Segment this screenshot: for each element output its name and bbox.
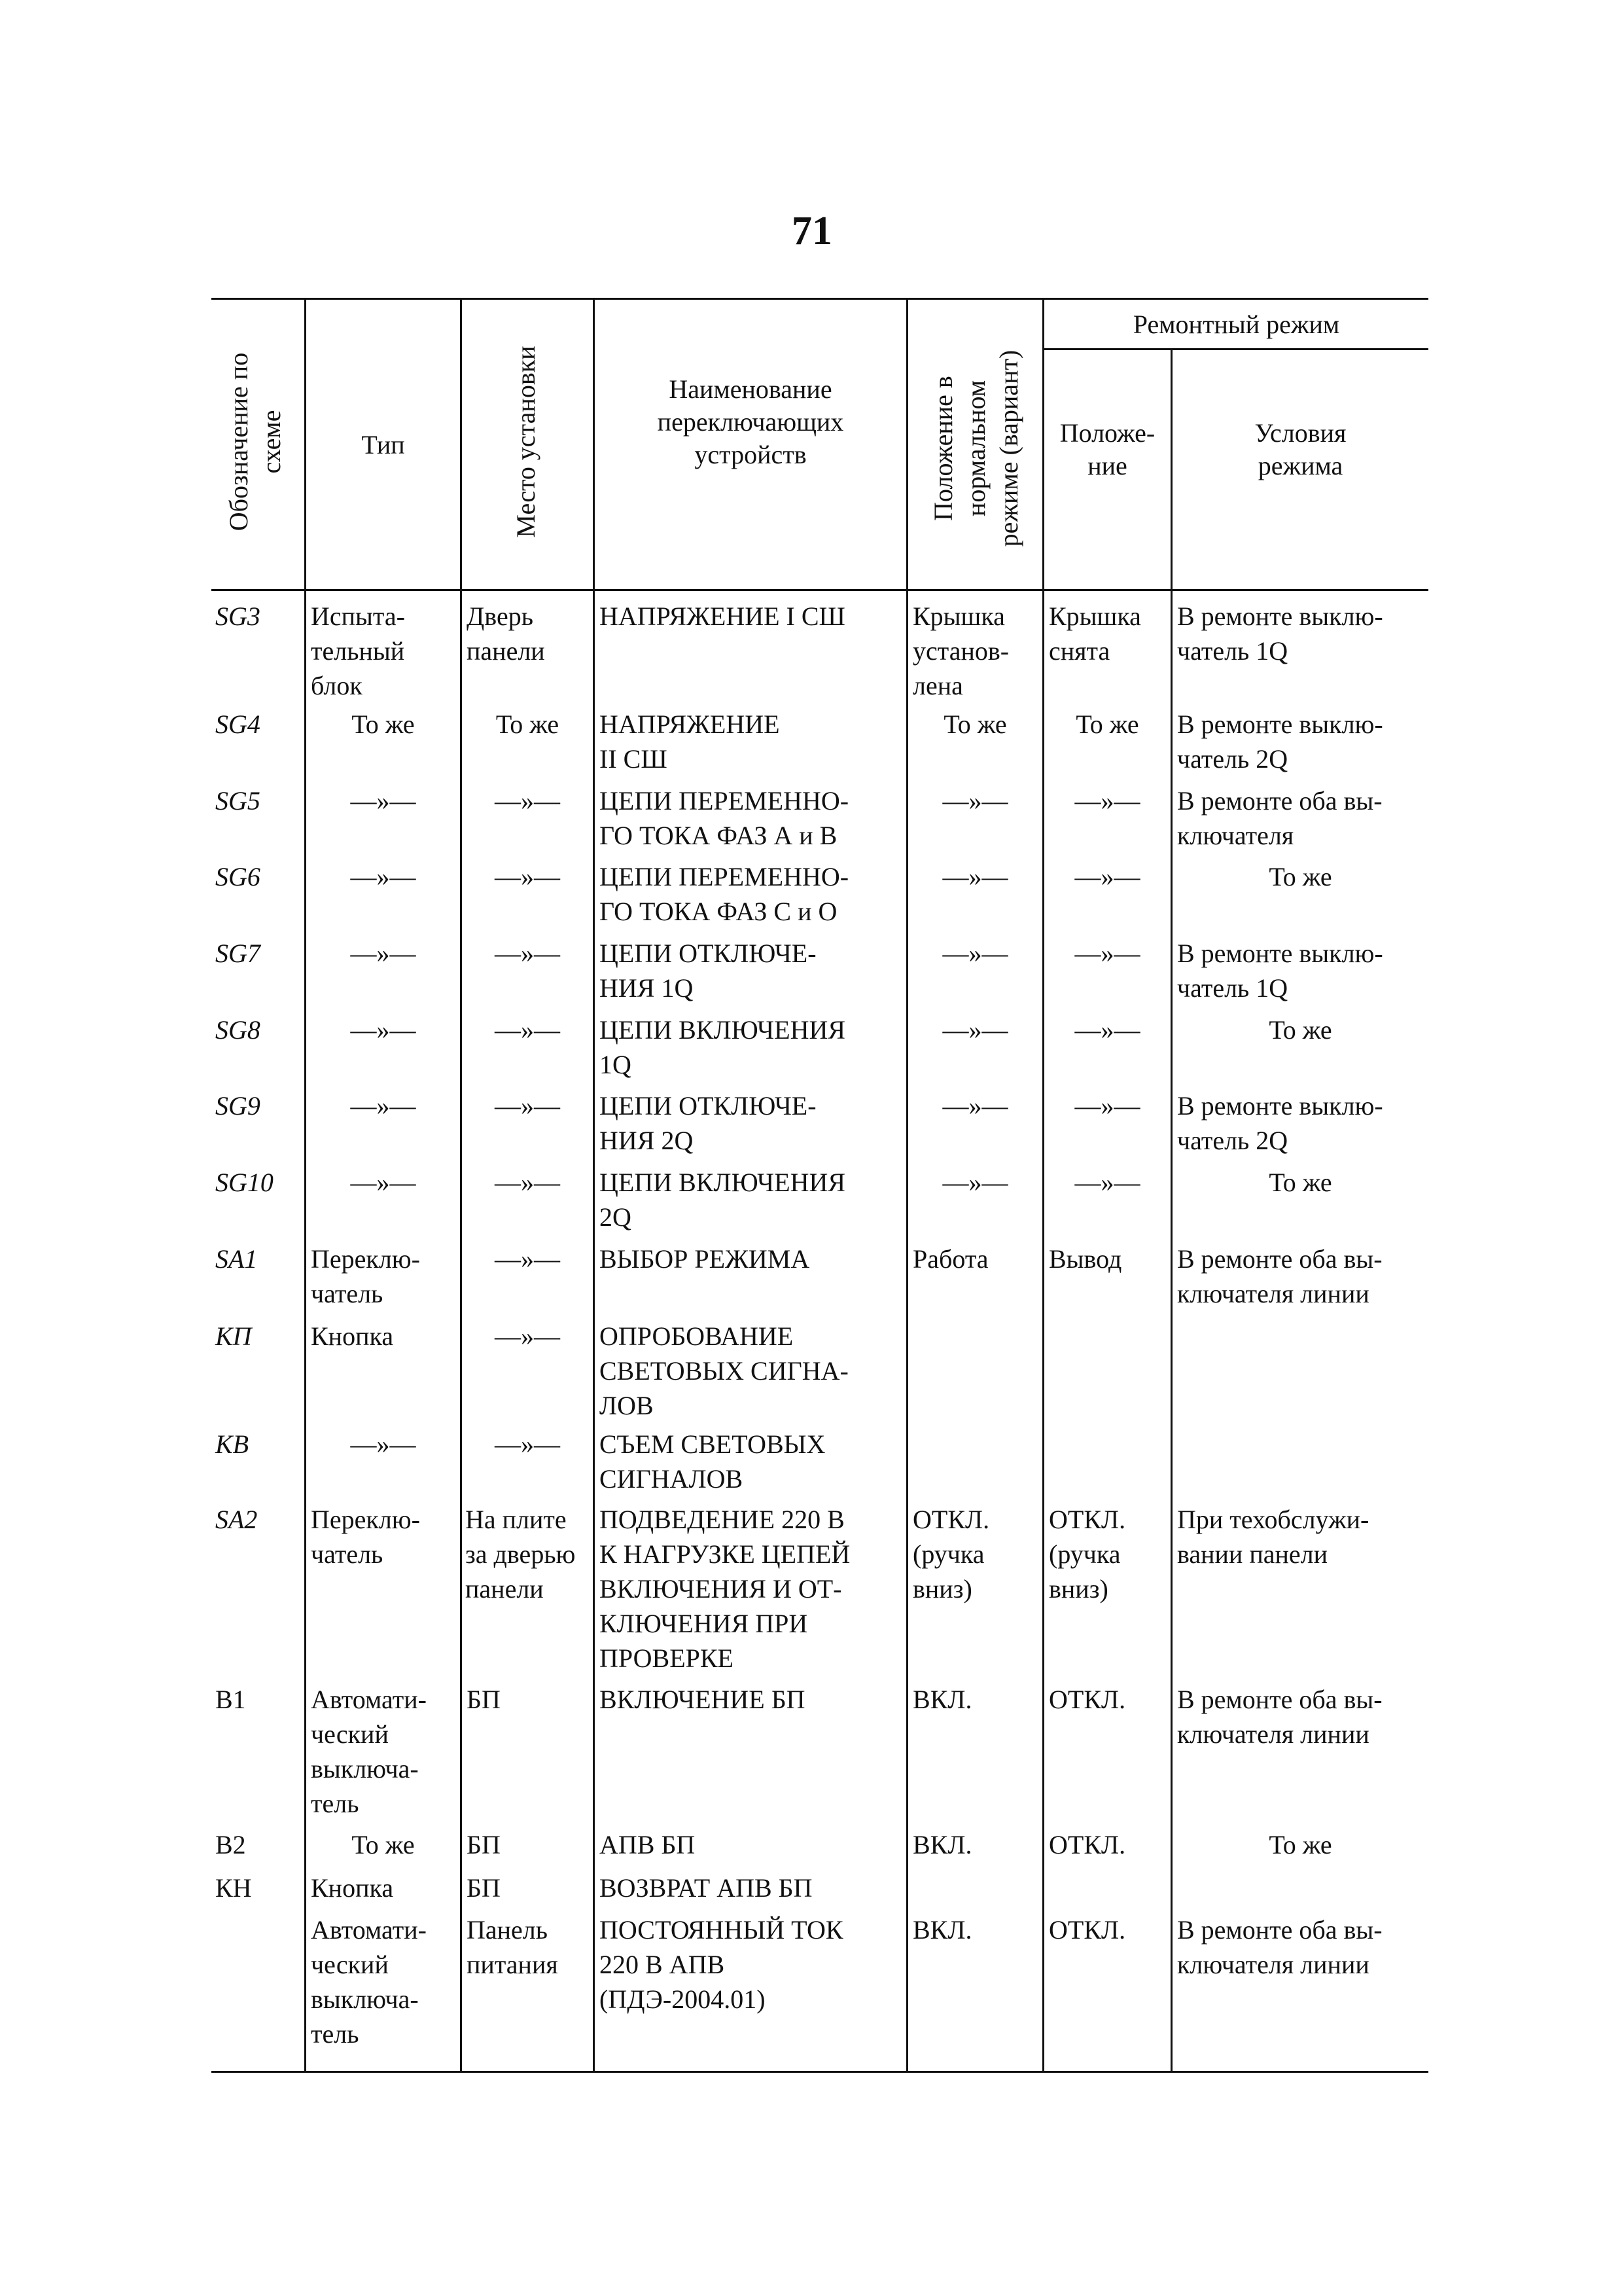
header-location: Место установки	[511, 346, 540, 538]
row-repair-position: —»—	[1074, 786, 1140, 816]
row-repair-position: ОТКЛ.	[1049, 1830, 1126, 1859]
row-location: На плите за дверью панели	[465, 1505, 576, 1604]
row-code: КП	[215, 1321, 252, 1351]
row-repair-position: —»—	[1074, 939, 1140, 968]
row-device-name: ВКЛЮЧЕНИЕ БП	[599, 1685, 805, 1714]
row-code: SG3	[215, 601, 260, 631]
row-device-name: ЦЕПИ ВКЛЮЧЕНИЯ 2Q	[599, 1168, 846, 1232]
row-type: —»—	[350, 786, 416, 816]
row-repair-conditions: В ремонте выклю- чатель 1Q	[1177, 601, 1383, 666]
row-type: Кнопка	[311, 1873, 394, 1903]
row-repair-conditions: То же	[1269, 1015, 1332, 1045]
row-location: —»—	[495, 1244, 560, 1274]
row-type: То же	[351, 1830, 415, 1859]
row-device-name: ЦЕПИ ОТКЛЮЧЕ- НИЯ 2Q	[599, 1091, 817, 1155]
row-device-name: СЪЕМ СВЕТОВЫХ СИГНАЛОВ	[599, 1429, 826, 1494]
row-normal-position: Крышка установ- лена	[913, 601, 1010, 700]
header-type: Тип	[361, 430, 405, 459]
row-repair-conditions: То же	[1269, 1168, 1332, 1197]
row-repair-position: ОТКЛ.	[1049, 1685, 1126, 1714]
row-location: —»—	[495, 1091, 560, 1121]
row-code: SG10	[215, 1168, 274, 1197]
row-type: Автомати- ческий выключа- тель	[311, 1915, 427, 2049]
row-repair-conditions: В ремонте оба вы- ключателя линии	[1177, 1685, 1383, 1749]
row-normal-position: —»—	[942, 939, 1008, 968]
row-type: —»—	[350, 939, 416, 968]
row-normal-position: ОТКЛ. (ручка вниз)	[913, 1505, 990, 1604]
row-code: SA2	[215, 1505, 258, 1534]
row-code: SG4	[215, 709, 260, 739]
row-normal-position: Работа	[913, 1244, 989, 1274]
header-bottom-rule	[211, 589, 1428, 591]
table-top-rule	[211, 298, 1428, 300]
row-type: —»—	[350, 1015, 416, 1045]
row-location: БП	[467, 1685, 501, 1714]
row-location: —»—	[495, 862, 560, 891]
row-type: Автомати- ческий выключа- тель	[311, 1685, 427, 1818]
row-device-name: ЦЕПИ ВКЛЮЧЕНИЯ 1Q	[599, 1015, 846, 1079]
row-repair-position: ОТКЛ. (ручка вниз)	[1049, 1505, 1126, 1604]
row-repair-conditions: В ремонте оба вы- ключателя	[1177, 786, 1383, 850]
switching-devices-table	[211, 298, 1428, 2073]
row-repair-position: То же	[1076, 709, 1139, 739]
row-normal-position: ВКЛ.	[913, 1830, 972, 1859]
row-type: —»—	[350, 1091, 416, 1121]
row-location: Дверь панели	[467, 601, 545, 666]
row-device-name: ОПРОБОВАНИЕ СВЕТОВЫХ СИГНА- ЛОВ	[599, 1321, 849, 1420]
row-type: —»—	[350, 1168, 416, 1197]
row-repair-position: —»—	[1074, 1091, 1140, 1121]
row-device-name: ЦЕПИ ОТКЛЮЧЕ- НИЯ 1Q	[599, 939, 817, 1003]
row-location: —»—	[495, 1168, 560, 1197]
row-normal-position: ВКЛ.	[913, 1915, 972, 1945]
row-location: То же	[495, 709, 559, 739]
row-code: В2	[215, 1830, 246, 1859]
row-normal-position: —»—	[942, 1091, 1008, 1121]
row-repair-conditions: При техобслужи- вании панели	[1177, 1505, 1369, 1569]
row-location: БП	[467, 1873, 501, 1903]
row-device-name: ЦЕПИ ПЕРЕМЕННО- ГО ТОКА ФАЗ А и В	[599, 786, 849, 850]
row-repair-conditions: В ремонте выклю- чатель 2Q	[1177, 709, 1383, 774]
row-code: SG9	[215, 1091, 260, 1121]
row-repair-conditions: В ремонте выклю- чатель 1Q	[1177, 939, 1383, 1003]
row-repair-position: ОТКЛ.	[1049, 1915, 1126, 1945]
header-repair-position: Положе- ние	[1059, 418, 1156, 480]
row-repair-position: Вывод	[1049, 1244, 1122, 1274]
row-device-name: ПОСТОЯННЫЙ ТОК 220 В АПВ (ПДЭ-2004.01)	[599, 1915, 843, 2014]
row-device-name: ПОДВЕДЕНИЕ 220 В К НАГРУЗКЕ ЦЕПЕЙ ВКЛЮЧЕНИЯ И ОТ- КЛЮЧЕНИЯ ПРИ ПРОВЕРКЕ	[599, 1505, 851, 1673]
col-rule-6	[1171, 348, 1173, 2073]
row-normal-position: То же	[944, 709, 1007, 739]
header-name: Наименование переключающих устройств	[657, 374, 844, 469]
row-location: —»—	[495, 939, 560, 968]
row-location: БП	[467, 1830, 501, 1859]
row-type: Переклю- чатель	[311, 1244, 420, 1308]
row-repair-position: —»—	[1074, 1168, 1140, 1197]
header-designation: Обозначение по схеме	[224, 352, 286, 531]
row-code: SG7	[215, 939, 260, 968]
page-number: 71	[792, 209, 832, 253]
row-location: —»—	[495, 1321, 560, 1351]
row-location: —»—	[495, 1015, 560, 1045]
header-repair-conditions: Условия режима	[1254, 418, 1347, 480]
row-repair-conditions: В ремонте выклю- чатель 2Q	[1177, 1091, 1383, 1155]
row-normal-position: ВКЛ.	[913, 1685, 972, 1714]
row-device-name: НАПРЯЖЕНИЕ II СШ	[599, 709, 780, 774]
row-device-name: ЦЕПИ ПЕРЕМЕННО- ГО ТОКА ФАЗ С и О	[599, 862, 849, 926]
row-repair-position: Крышка снята	[1049, 601, 1141, 666]
row-code: КН	[215, 1873, 252, 1903]
row-device-name: АПВ БП	[599, 1830, 696, 1859]
row-type: —»—	[350, 862, 416, 891]
header-normal-position: Положение в нормальном режиме (вариант)	[928, 350, 1023, 547]
row-code: КВ	[215, 1429, 249, 1459]
row-normal-position: —»—	[942, 786, 1008, 816]
row-location: —»—	[495, 1429, 560, 1459]
row-repair-position: —»—	[1074, 1015, 1140, 1045]
row-normal-position: —»—	[942, 862, 1008, 891]
row-type: Переклю- чатель	[311, 1505, 420, 1569]
row-location: —»—	[495, 786, 560, 816]
row-normal-position: —»—	[942, 1015, 1008, 1045]
row-type: То же	[351, 709, 415, 739]
row-code: SG5	[215, 786, 260, 816]
row-device-name: НАПРЯЖЕНИЕ I СШ	[599, 601, 845, 631]
repair-header-rule	[1042, 348, 1428, 350]
row-repair-conditions: В ремонте оба вы- ключателя линии	[1177, 1915, 1383, 1979]
row-repair-conditions: То же	[1269, 1830, 1332, 1859]
row-device-name: ВЫБОР РЕЖИМА	[599, 1244, 810, 1274]
row-type: Кнопка	[311, 1321, 394, 1351]
row-code: SG8	[215, 1015, 260, 1045]
table-bottom-rule	[211, 2071, 1428, 2073]
row-repair-conditions: В ремонте оба вы- ключателя линии	[1177, 1244, 1383, 1308]
row-code: В1	[215, 1685, 246, 1714]
header-repair-mode: Ремонтный режим	[1133, 310, 1340, 339]
row-repair-conditions: То же	[1269, 862, 1332, 891]
row-device-name: ВОЗВРАТ АПВ БП	[599, 1873, 813, 1903]
row-type: —»—	[350, 1429, 416, 1459]
row-location: Панель питания	[467, 1915, 558, 1979]
col-rule-3	[593, 298, 595, 2073]
row-normal-position: —»—	[942, 1168, 1008, 1197]
row-code: SA1	[215, 1244, 258, 1274]
row-type: Испыта- тельный блок	[311, 601, 405, 700]
row-repair-position: —»—	[1074, 862, 1140, 891]
row-code: SG6	[215, 862, 260, 891]
